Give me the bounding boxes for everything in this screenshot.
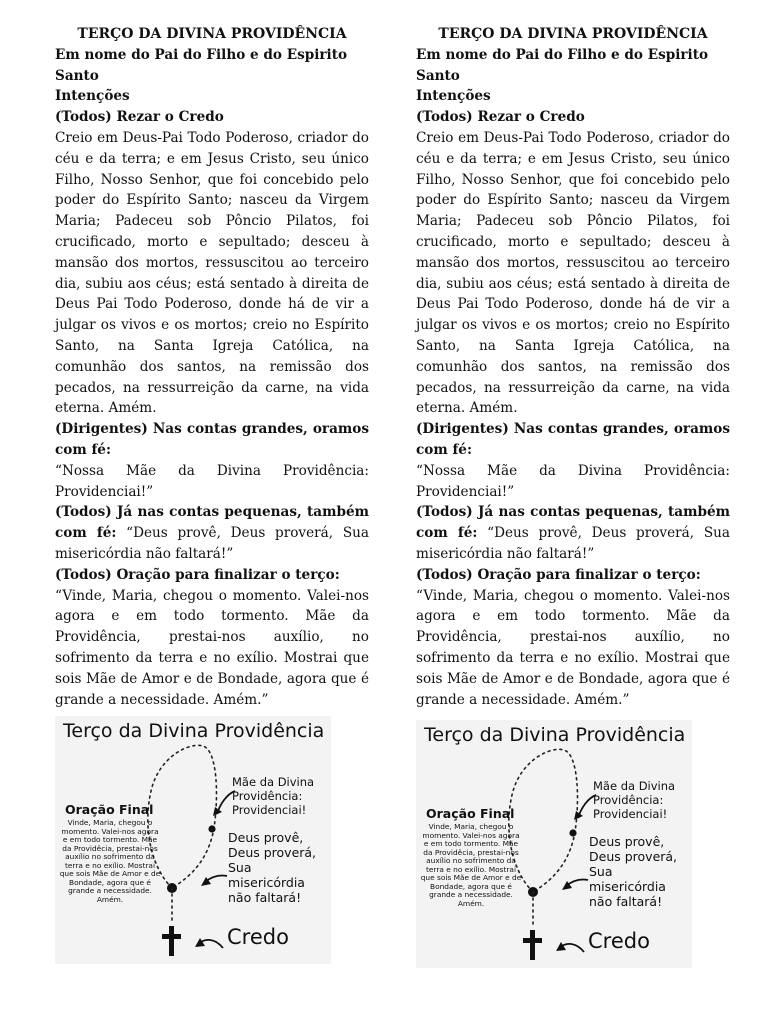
cross-icon [162, 926, 181, 956]
large-bead [569, 829, 576, 836]
small-bead-label: Deus provê, Deus proverá, Sua misericórdia não faltará! [589, 834, 678, 909]
final-prayer-heading: Oração Final [426, 806, 515, 821]
final-prayer-text: Vinde, Maria, chegou o momento. Valei-nos agora e em todo tormento. Mãe da Providêcia, prestai-nos auxílio no sofrimento da terra e no exílio. Mostrai que sois Mãe de Amor e de Bondade, agora que é grande a necessidade. Amém. [59, 818, 161, 904]
large-bead [208, 825, 215, 832]
dirigentes-prayer: “Nossa Mãe da Divina Providência: Providenciai!” [55, 462, 369, 500]
rosary-diagram-left [55, 716, 331, 964]
intentions-line: Intenções [55, 88, 130, 105]
opening-line: Em nome do Pai do Filho e do Espirito Santo [55, 46, 348, 84]
final-prayer-heading: Oração Final [65, 802, 154, 817]
rosary-diagram-right [416, 720, 692, 968]
opening-line: Em nome do Pai do Filho e do Espirito Santo [416, 46, 709, 84]
large-bead-label: Mãe da Divina Providência: Providenciai! [232, 775, 315, 817]
intentions-line: Intenções [416, 88, 491, 105]
credo-text: Creio em Deus-Pai Todo Poderoso, criador do céu e da terra; e em Jesus Cristo, seu único Filho, Nosso Senhor, que foi concebido pelo poder do Espírito Santo; nasceu da Virgem Maria; Padeceu sob Pôncio Pilatos, foi crucificado, morto e sepultado; desceu à mansão dos mortos, ressuscitou ao terceiro dia, subiu aos céus; está sentado à direita de Deus Pai Todo Poderoso, donde há de vir a julgar os vivos e os mortos; creio no Espírito Santo, na Santa Igreja Católica, na comunhão dos santos, na remissão dos pecados, na ressurreição da carne, na vida eterna. Amém. [55, 129, 369, 417]
todos-instruction: (Todos) Já nas contas pequenas, também com fé: [416, 504, 730, 542]
todos-block [55, 502, 369, 564]
diagram-title: Terço da Divina Providência [424, 724, 686, 746]
diagram-title: Terço da Divina Providência [63, 720, 325, 742]
large-bead-label: Mãe da Divina Providência: Providenciai! [593, 779, 676, 821]
final-instruction: (Todos) Oração para finalizar o terço: [55, 566, 340, 583]
credo-label: Credo [227, 925, 289, 949]
credo-label: Credo [588, 929, 650, 953]
final-prayer-text: Vinde, Maria, chegou o momento. Valei-nos agora e em todo tormento. Mãe da Providêcia, prestai-nos auxílio no sofrimento da terra e no exílio. Mostrai que sois Mãe de Amor e de Bondade, agora que é grande a necessidade. Amém. [420, 822, 522, 908]
page-title: TERÇO DA DIVINA PROVIDÊNCIA [77, 26, 347, 42]
credo-text: Creio em Deus-Pai Todo Poderoso, criador do céu e da terra; e em Jesus Cristo, seu único Filho, Nosso Senhor, que foi concebido pelo poder do Espírito Santo; nasceu da Virgem Maria; Padeceu sob Pôncio Pilatos, foi crucificado, morto e sepultado; desceu à mansão dos mortos, ressuscitou ao terceiro dia, subiu aos céus; está sentado à direita de Deus Pai Todo Poderoso, donde há de vir a julgar os vivos e os mortos; creio no Espírito Santo, na Santa Igreja Católica, na comunhão dos santos, na remissão dos pecados, na ressurreição da carne, na vida eterna. Amém. [416, 129, 730, 417]
todos-instruction: (Todos) Já nas contas pequenas, também com fé: [55, 504, 369, 542]
todos-block [416, 502, 730, 564]
todos-prayer: “Deus provê, Deus proverá, Sua misericórdia não faltará!” [55, 525, 369, 562]
dirigentes-prayer: “Nossa Mãe da Divina Providência: Providenciai!” [416, 462, 730, 500]
prayer-text-right [416, 24, 730, 710]
credo-instruction: (Todos) Rezar o Credo [55, 109, 224, 126]
prayer-text-left [55, 24, 369, 710]
final-prayer: “Vinde, Maria, chegou o momento. Valei-nos agora e em todo tormento. Mãe da Providência, prestai-nos auxílio, no sofrimento da terra e no exílio. Mostrai que sois Mãe de Amor e de Bondade, agora que é grande a necessidade. Amém.” [55, 587, 369, 708]
dirigentes-instruction: (Dirigentes) Nas contas grandes, oramos com fé: [416, 421, 730, 458]
dirigentes-instruction: (Dirigentes) Nas contas grandes, oramos com fé: [55, 421, 369, 458]
final-prayer: “Vinde, Maria, chegou o momento. Valei-nos agora e em todo tormento. Mãe da Providência, prestai-nos auxílio, no sofrimento da terra e no exílio. Mostrai que sois Mãe de Amor e de Bondade, agora que é grande a necessidade. Amém.” [416, 587, 730, 708]
credo-instruction: (Todos) Rezar o Credo [416, 109, 585, 126]
final-instruction: (Todos) Oração para finalizar o terço: [416, 566, 701, 583]
todos-prayer: “Deus provê, Deus proverá, Sua misericórdia não faltará!” [416, 525, 730, 562]
cross-icon [523, 930, 542, 960]
small-bead-label: Deus provê, Deus proverá, Sua misericórdia não faltará! [228, 830, 317, 905]
page-title: TERÇO DA DIVINA PROVIDÊNCIA [438, 26, 708, 42]
